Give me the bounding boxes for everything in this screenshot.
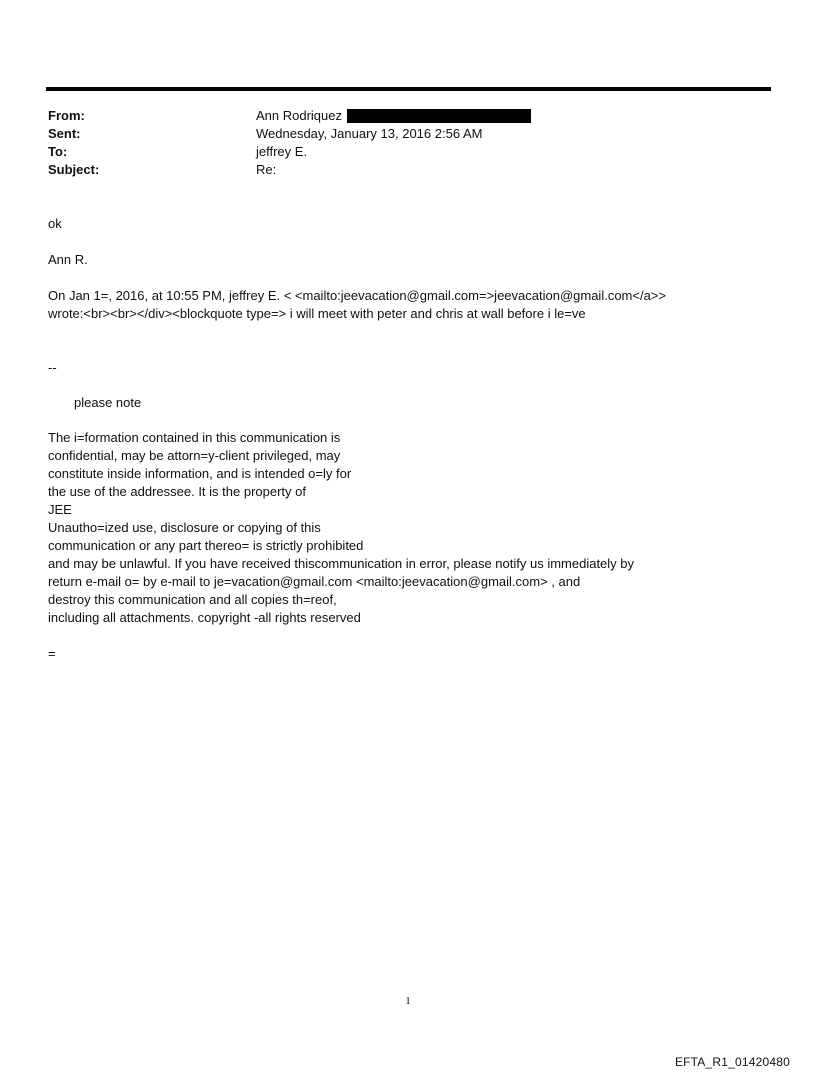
page-number: 1 — [405, 995, 411, 1007]
signature: Ann R. — [48, 252, 88, 267]
disclaimer-line: JEE — [48, 502, 72, 517]
separator: -- — [48, 360, 57, 375]
sent-label: Sent: — [48, 126, 81, 141]
trailing-mark: = — [48, 646, 56, 661]
sent-row — [48, 125, 748, 143]
disclaimer-line: return e-mail o= by e-mail to je=vacation@gmail.com <mailto:jeevacation@gmail.com> , and — [48, 574, 581, 589]
sent-value: Wednesday, January 13, 2016 2:56 AM — [256, 126, 483, 141]
email-body — [48, 215, 768, 663]
please-note: please note — [74, 395, 142, 410]
quote-line: wrote:<br><br></div><blockquote type=> i will meet with peter and chris at wall before i le=ve — [48, 306, 586, 321]
from-row — [48, 107, 748, 125]
disclaimer-line: Unautho=ized use, disclosure or copying of this — [48, 520, 321, 535]
quote-line: On Jan 1=, 2016, at 10:55 PM, jeffrey E. < <mailto:jeevacation@gmail.com=>jeevacation@gmail.com</a>> — [48, 288, 666, 303]
disclaimer-line: and may be unlawful. If you have received thiscommunication in error, please notify us immediately by — [48, 556, 635, 571]
sender-name: Ann Rodriquez — [256, 108, 342, 123]
disclaimer-line: communication or any part thereo= is strictly prohibited — [48, 538, 364, 553]
disclaimer — [48, 429, 768, 627]
disclaimer-line: confidential, may be attorn=y-client privileged, may — [48, 448, 341, 463]
disclaimer-line: The i=formation contained in this communication is — [48, 430, 341, 445]
from-value — [256, 107, 531, 125]
email-header — [48, 107, 748, 179]
disclaimer-line: including all attachments. copyright -all rights reserved — [48, 610, 361, 625]
disclaimer-line: destroy this communication and all copies th=reof, — [48, 592, 337, 607]
to-row — [48, 143, 748, 161]
subject-value: Re: — [256, 162, 277, 177]
subject-label: Subject: — [48, 162, 100, 177]
disclaimer-line: constitute inside information, and is intended o=ly for — [48, 466, 352, 481]
document-id: EFTA_R1_01420480 — [674, 1055, 790, 1069]
reply-text: ok — [48, 216, 62, 231]
redaction-box — [347, 109, 531, 123]
disclaimer-line: the use of the addressee. It is the property of — [48, 484, 306, 499]
from-label: From: — [48, 108, 85, 123]
to-value: jeffrey E. — [256, 144, 308, 159]
subject-row — [48, 161, 748, 179]
to-label: To: — [48, 144, 68, 159]
header-rule — [46, 87, 771, 91]
